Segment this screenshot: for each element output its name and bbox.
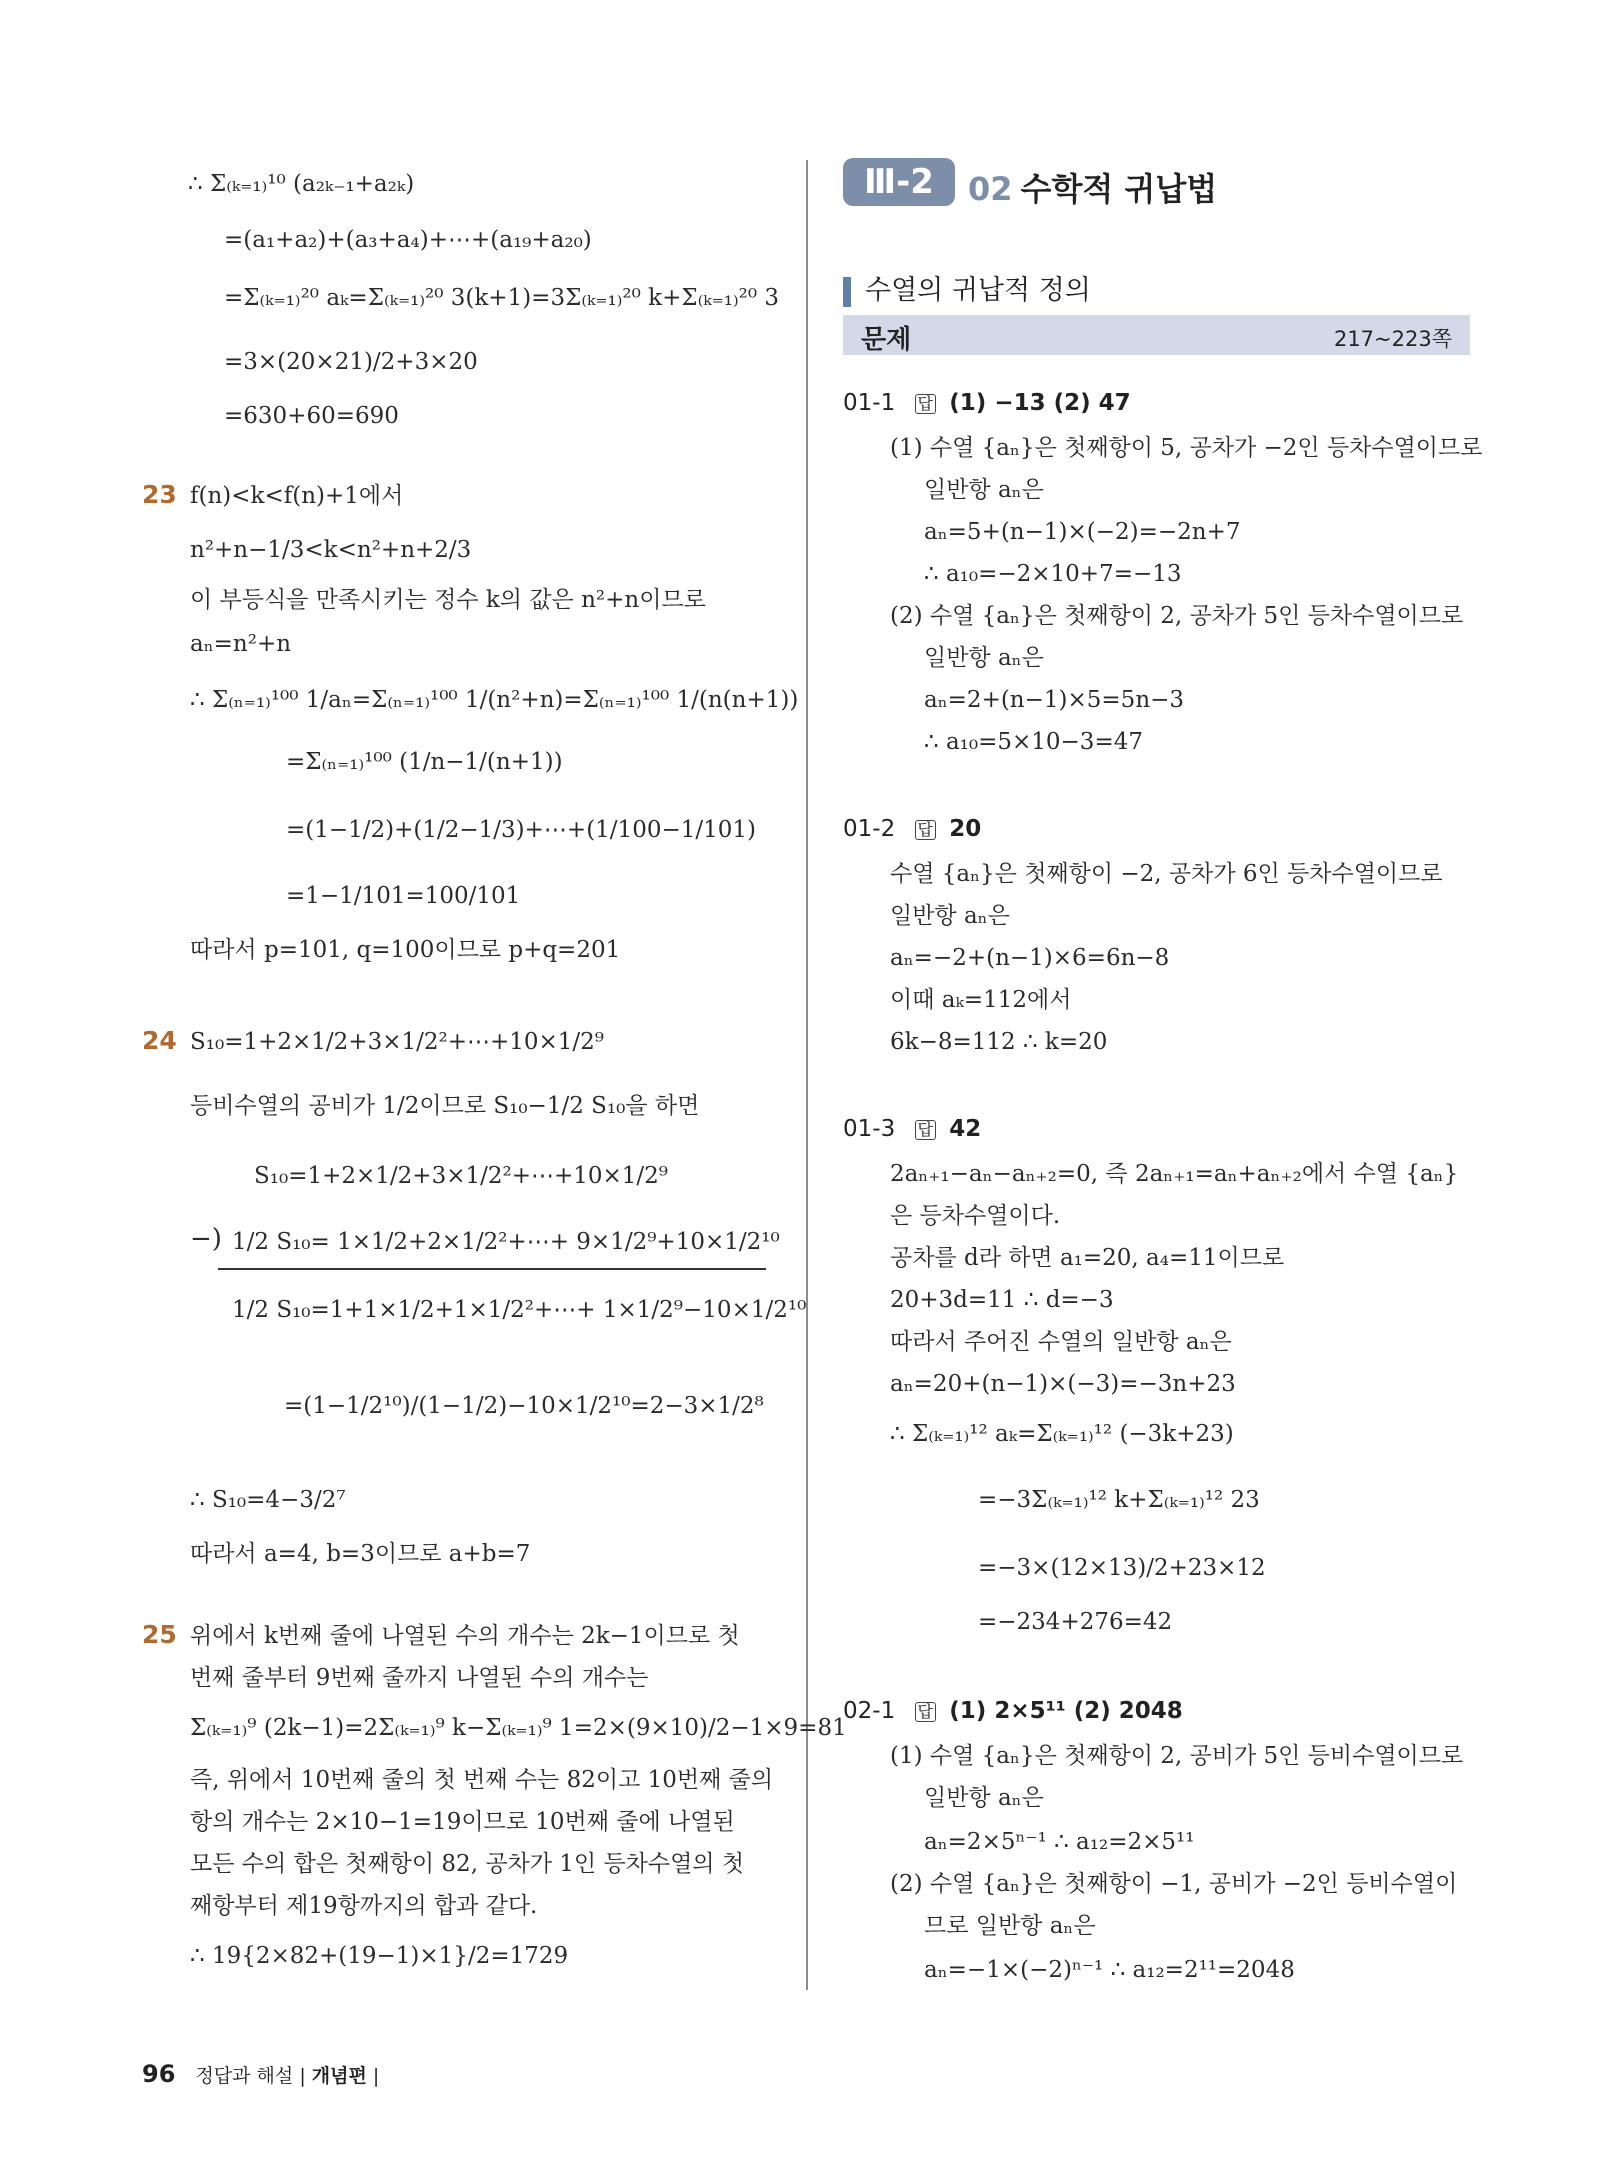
p22-line-5: =630+60=690 — [224, 403, 399, 429]
p02-1-line-5: 므로 일반항 aₙ은 — [924, 1913, 1096, 1939]
p25-line-6: 모든 수의 합은 첫째항이 82, 공차가 1인 등차수열의 첫 — [190, 1851, 745, 1877]
p01-2-line-2: 일반항 aₙ은 — [890, 903, 1010, 929]
subtraction-rule — [218, 1268, 766, 1270]
problem-label: 문제 — [861, 325, 912, 355]
p24-line-6: =(1−1/2¹⁰)/(1−1/2)−10×1/2¹⁰=2−3×1/2⁸ — [284, 1393, 764, 1419]
footer-separator: | — [299, 2065, 306, 2087]
p23-line-4: aₙ=n²+n — [190, 631, 292, 657]
problem-pages: 217~223쪽 — [1333, 327, 1452, 351]
p01-3-line-2: 은 등차수열이다. — [890, 1203, 1061, 1229]
p24-line-2: 등비수열의 공비가 1/2이므로 S₁₀−1/2 S₁₀을 하면 — [190, 1093, 700, 1119]
p24-line-5: 1/2 S₁₀=1+1×1/2+1×1/2²+⋯+ 1×1/2⁹−10×1/2¹⁰ — [232, 1297, 807, 1323]
answer-mark: 답 — [915, 820, 936, 840]
p01-2-line-3: aₙ=−2+(n−1)×6=6n−8 — [890, 945, 1170, 971]
section-title — [968, 164, 1217, 210]
p01-3-line-4: 20+3d=11 ∴ d=−3 — [890, 1287, 1114, 1313]
p22-line-2: =(a₁+a₂)+(a₃+a₄)+⋯+(a₁₉+a₂₀) — [224, 227, 592, 253]
p25-line-7: 째항부터 제19항까지의 합과 같다. — [190, 1893, 538, 1919]
p22-line-1: ∴ Σ₍ₖ₌₁₎¹⁰ (a₂ₖ₋₁+a₂ₖ) — [188, 171, 415, 197]
p25-line-5: 항의 개수는 2×10−1=19이므로 10번째 줄에 나열된 — [190, 1809, 735, 1835]
p01-1-line-8: ∴ a₁₀=5×10−3=47 — [924, 729, 1143, 755]
p25-line-8: ∴ 19{2×82+(19−1)×1}/2=1729 — [190, 1943, 569, 1969]
problem-id: 02-1 — [843, 1698, 896, 1724]
footer-section: 개념편 — [311, 2065, 367, 2087]
p25-line-3: Σ₍ₖ₌₁₎⁹ (2k−1)=2Σ₍ₖ₌₁₎⁹ k−Σ₍ₖ₌₁₎⁹ 1=2×(9×10)/2−1×9=81 — [190, 1715, 847, 1741]
problem-id: 01-1 — [843, 390, 896, 416]
footer-text: 정답과 해설 — [195, 2065, 294, 2087]
p01-1-line-7: aₙ=2+(n−1)×5=5n−3 — [924, 687, 1185, 713]
p02-1-line-6: aₙ=−1×(−2)ⁿ⁻¹ ∴ a₁₂=2¹¹=2048 — [924, 1957, 1295, 1983]
subtraction-sign: −) — [190, 1224, 222, 1254]
problem-answer: 20 — [949, 816, 982, 842]
p24-line-3: S₁₀=1+2×1/2+3×1/2²+⋯+10×1/2⁹ — [254, 1163, 669, 1189]
p01-3-line-3: 공차를 d라 하면 a₁=20, a₄=11이므로 — [890, 1245, 1285, 1271]
p01-1-line-5: (2) 수열 {aₙ}은 첫째항이 2, 공차가 5인 등차수열이므로 — [890, 603, 1464, 629]
p01-2-line-5: 6k−8=112 ∴ k=20 — [890, 1029, 1108, 1055]
problem-answer: (1) 2×5¹¹ (2) 2048 — [949, 1698, 1183, 1724]
page-footer — [142, 2060, 379, 2088]
p02-1-line-1: (1) 수열 {aₙ}은 첫째항이 2, 공비가 5인 등비수열이므로 — [890, 1743, 1464, 1769]
p23-line-6: =Σ₍ₙ₌₁₎¹⁰⁰ (1/n−1/(n+1)) — [286, 749, 563, 775]
p24-line-1: S₁₀=1+2×1/2+3×1/2²+⋯+10×1/2⁹ — [190, 1029, 605, 1055]
footer-separator-end: | — [372, 2065, 380, 2087]
subsection-title — [843, 268, 1091, 307]
p01-1-line-1: (1) 수열 {aₙ}은 첫째항이 5, 공차가 −2인 등차수열이므로 — [890, 435, 1483, 461]
p23-line-9: 따라서 p=101, q=100이므로 p+q=201 — [190, 937, 621, 963]
p01-3-line-1: 2aₙ₊₁−aₙ−aₙ₊₂=0, 즉 2aₙ₊₁=aₙ+aₙ₊₂에서 수열 {aₙ} — [890, 1161, 1459, 1187]
problem-bar — [843, 315, 1470, 355]
problem-number-25: 25 — [142, 1620, 177, 1649]
p25-line-2: 번째 줄부터 9번째 줄까지 나열된 수의 개수는 — [190, 1665, 649, 1691]
p24-line-4: 1/2 S₁₀= 1×1/2+2×1/2²+⋯+ 9×1/2⁹+10×1/2¹⁰ — [232, 1229, 780, 1255]
p01-3-line-9: =−3×(12×13)/2+23×12 — [978, 1555, 1266, 1581]
p02-1-line-4: (2) 수열 {aₙ}은 첫째항이 −1, 공비가 −2인 등비수열이 — [890, 1871, 1458, 1897]
problem-01-2-header — [843, 816, 981, 842]
p24-line-7: ∴ S₁₀=4−3/2⁷ — [190, 1487, 346, 1513]
p23-line-7: =(1−1/2)+(1/2−1/3)+⋯+(1/100−1/101) — [286, 817, 756, 843]
problem-number-24: 24 — [142, 1026, 177, 1055]
p25-line-4: 즉, 위에서 10번째 줄의 첫 번째 수는 82이고 10번째 줄의 — [190, 1767, 774, 1793]
problem-02-1-header — [843, 1698, 1183, 1724]
p24-line-8: 따라서 a=4, b=3이므로 a+b=7 — [190, 1541, 531, 1567]
p22-line-3: =Σ₍ₖ₌₁₎²⁰ aₖ=Σ₍ₖ₌₁₎²⁰ 3(k+1)=3Σ₍ₖ₌₁₎²⁰ k+Σ₍ₖ₌₁₎²⁰ 3 — [224, 285, 780, 311]
answer-mark: 답 — [915, 1702, 936, 1722]
p25-line-1: 위에서 k번째 줄에 나열된 수의 개수는 2k−1이므로 첫 — [190, 1623, 740, 1649]
section-number: 02 — [968, 170, 1013, 208]
p23-line-8: =1−1/101=100/101 — [286, 883, 521, 909]
p01-1-line-3: aₙ=5+(n−1)×(−2)=−2n+7 — [924, 519, 1241, 545]
section-title-text: 수학적 귀납법 — [1020, 170, 1218, 208]
p01-3-line-8: =−3Σ₍ₖ₌₁₎¹² k+Σ₍ₖ₌₁₎¹² 23 — [978, 1487, 1260, 1513]
p01-1-line-2: 일반항 aₙ은 — [924, 477, 1044, 503]
problem-answer: (1) −13 (2) 47 — [949, 390, 1131, 416]
problem-id: 01-3 — [843, 1116, 896, 1142]
p01-1-line-4: ∴ a₁₀=−2×10+7=−13 — [924, 561, 1182, 587]
p01-2-line-1: 수열 {aₙ}은 첫째항이 −2, 공차가 6인 등차수열이므로 — [890, 861, 1443, 887]
problem-id: 01-2 — [843, 816, 896, 842]
p02-1-line-2: 일반항 aₙ은 — [924, 1785, 1044, 1811]
p23-line-5: ∴ Σ₍ₙ₌₁₎¹⁰⁰ 1/aₙ=Σ₍ₙ₌₁₎¹⁰⁰ 1/(n²+n)=Σ₍ₙ₌₁₎¹⁰⁰ 1/(n(n+1)) — [190, 687, 799, 713]
answer-mark: 답 — [915, 394, 936, 414]
p23-line-3: 이 부등식을 만족시키는 정수 k의 값은 n²+n이므로 — [190, 587, 706, 613]
p02-1-line-3: aₙ=2×5ⁿ⁻¹ ∴ a₁₂=2×5¹¹ — [924, 1829, 1195, 1855]
p01-1-line-6: 일반항 aₙ은 — [924, 645, 1044, 671]
chapter-badge: Ⅲ-2 — [843, 158, 955, 206]
p01-3-line-6: aₙ=20+(n−1)×(−3)=−3n+23 — [890, 1371, 1236, 1397]
answer-mark: 답 — [915, 1120, 936, 1140]
p22-line-4: =3×(20×21)/2+3×20 — [224, 349, 478, 375]
problem-answer: 42 — [949, 1116, 982, 1142]
p01-2-line-4: 이때 aₖ=112에서 — [890, 987, 1072, 1013]
p01-3-line-5: 따라서 주어진 수열의 일반항 aₙ은 — [890, 1329, 1232, 1355]
page-number: 96 — [142, 2060, 176, 2088]
subsection-number-marker — [843, 277, 851, 307]
subsection-title-text: 수열의 귀납적 정의 — [865, 275, 1091, 306]
p01-3-line-7: ∴ Σ₍ₖ₌₁₎¹² aₖ=Σ₍ₖ₌₁₎¹² (−3k+23) — [890, 1421, 1234, 1447]
p01-3-line-10: =−234+276=42 — [978, 1609, 1173, 1635]
p23-line-2: n²+n−1/3<k<n²+n+2/3 — [190, 537, 472, 563]
problem-number-23: 23 — [142, 480, 177, 509]
p23-line-1: f(n)<k<f(n)+1에서 — [190, 483, 404, 509]
problem-01-1-header — [843, 390, 1131, 416]
problem-01-3-header — [843, 1116, 981, 1142]
